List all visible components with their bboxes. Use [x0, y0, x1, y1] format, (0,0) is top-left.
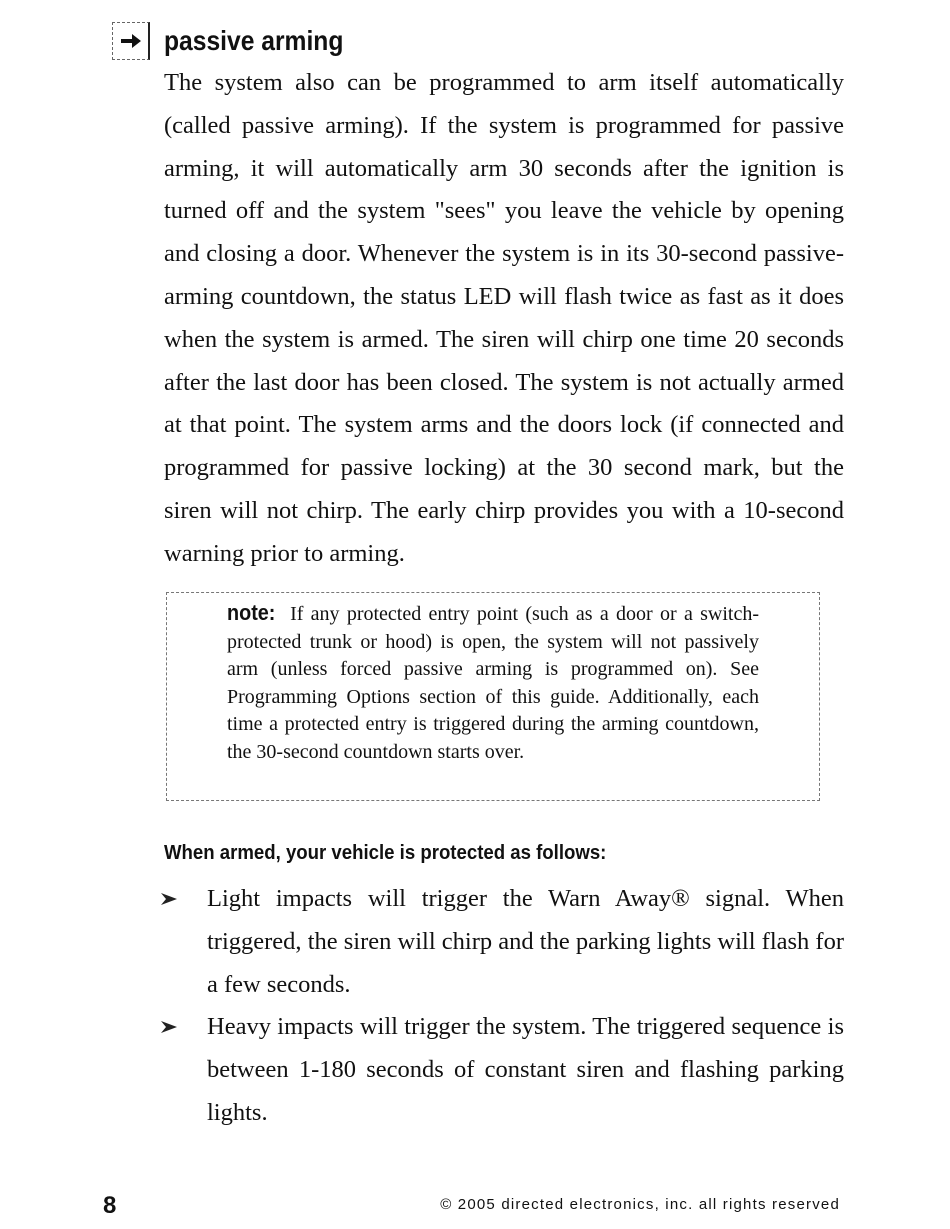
section-title: passive arming: [164, 25, 344, 56]
protection-list: [160, 878, 844, 1135]
list-item-text: Light impacts will trigger the Warn Away® signal. When triggered, the siren will chirp and the parking lights will flash for a few seconds.: [207, 885, 844, 998]
list-item: [160, 1006, 844, 1134]
list-item-text: Heavy impacts will trigger the system. The triggered sequence is between 1-180 seconds of constant siren and flashing parking lights.: [207, 1013, 844, 1126]
note-text: If any protected entry point (such as a door or a switch-protected trunk or hood) is open, the system will not passively arm (unless forced passive arming is programmed on). See Programming Options section of this guide. Additionally, each time a protected entry is triggered during the arming countdown, the 30-second countdown starts over.: [227, 603, 759, 763]
note-box: [166, 592, 820, 801]
bullet-arrow-icon: [160, 892, 178, 906]
note-label: note:: [227, 600, 276, 625]
protection-heading: When armed, your vehicle is protected as follows:: [164, 842, 607, 864]
body-paragraph: The system also can be programmed to arm itself automatically (called passive arming). If the system is programmed for passive arming, it will automatically arm 30 seconds after the ignition is turned off and the system "sees" you leave the vehicle by opening and closing a door. Whenever the system is in its 30-second passive-arming countdown, the status LED will flash twice as fast as it does when the system is armed. The siren will chirp one time 20 seconds after the last door has been closed. The system is not actually armed at that point. The system arms and the doors lock (if connected and programmed for passive locking) at the 30 second mark, but the siren will not chirp. The early chirp provides you with a 10-second warning prior to arming.: [164, 69, 844, 567]
copyright-notice: © 2005 directed electronics, inc. all rights reserved: [440, 1196, 840, 1213]
arrow-right-icon: [112, 22, 150, 60]
list-item: [160, 878, 844, 1006]
page-number: 8: [103, 1192, 117, 1219]
section-header: [112, 18, 368, 64]
note-content: [227, 599, 759, 766]
bullet-arrow-icon: [160, 1020, 178, 1034]
